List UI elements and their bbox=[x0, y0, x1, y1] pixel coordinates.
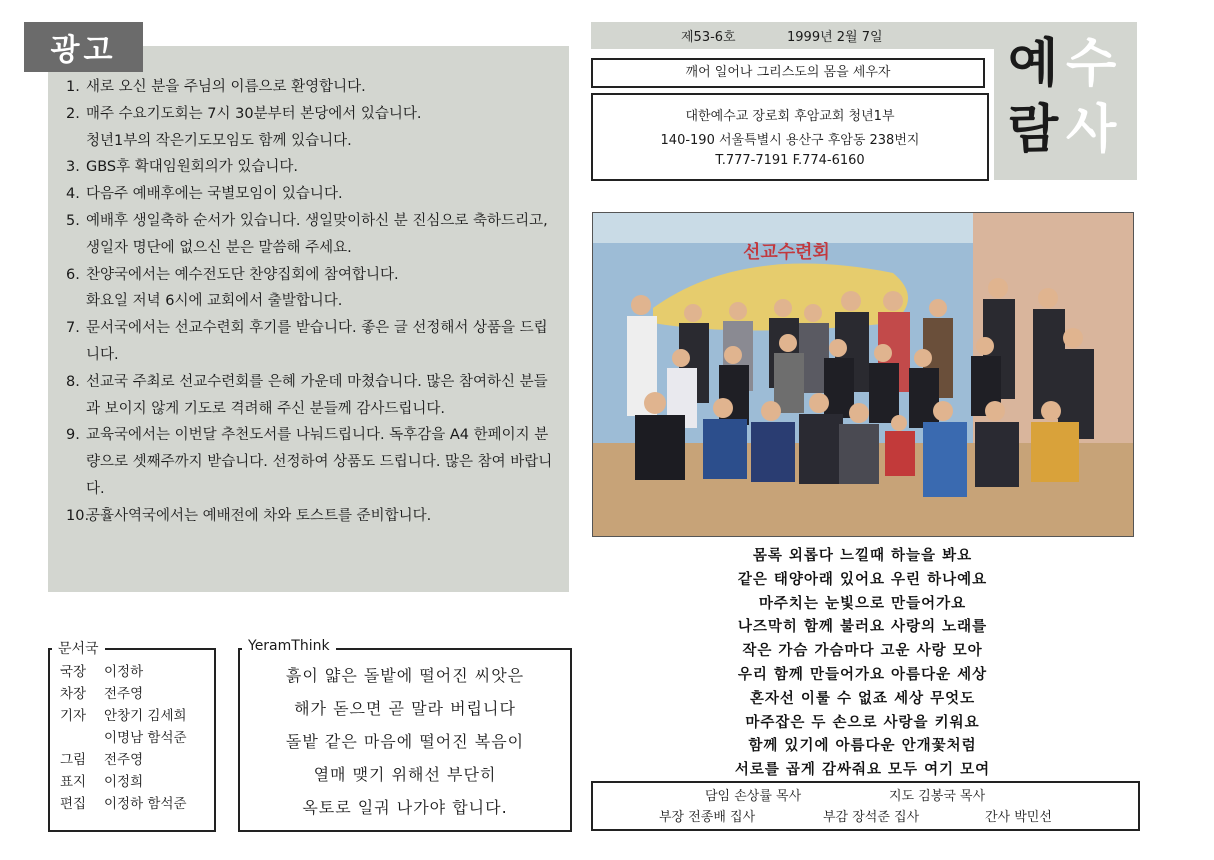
announcement-text: 문서국에서는 선교수련회 후기를 받습니다. 좋은 글 선정해서 상품을 드립니다. bbox=[86, 320, 548, 363]
yeramthink-line: 돌밭 같은 마음에 떨어진 복음이 bbox=[285, 732, 525, 751]
church-info-box bbox=[591, 93, 989, 181]
staff-role: 편집 bbox=[60, 796, 87, 812]
announcement-item bbox=[66, 154, 556, 181]
announcement-text: 예배후 생일축하 순서가 있습니다. 생일맞이하신 분 진심으로 축하드리고, 생일자 명단에 없으신 분은 말씀해 주세요. bbox=[86, 212, 548, 256]
staff-row bbox=[60, 660, 143, 680]
announcement-text: 교육국에서는 이번달 추천도서를 나눠드립니다. 독후감을 A4 한페이지 분량으로 셋째주까지 받습니다. 선정하여 상품도 드립니다. 많은 참여 바랍니다. bbox=[86, 427, 553, 497]
issue-date: 1999년 2월 7일 bbox=[787, 30, 883, 45]
staff-row bbox=[60, 704, 187, 724]
announcement-number: 8. bbox=[66, 373, 80, 390]
announcement-item bbox=[66, 315, 556, 369]
poem-line: 나즈막히 함께 불러요 사랑의 노래를 bbox=[737, 619, 988, 636]
staff-names: 이정희 bbox=[104, 774, 144, 790]
secretary: 간사 박민선 bbox=[985, 810, 1052, 825]
group-photo-illustration bbox=[593, 213, 1133, 536]
announcement-text: 매주 수요기도회는 7시 30분부터 본당에서 있습니다. bbox=[86, 105, 422, 122]
announcement-item bbox=[66, 101, 556, 155]
poem-line: 작은 가슴 가슴마다 고운 사랑 모아 bbox=[742, 643, 983, 660]
staff-names: 안창기 김세희 bbox=[104, 708, 187, 724]
poem bbox=[600, 545, 1125, 783]
announcement-text: 선교국 주최로 선교수련회를 은혜 가운데 마쳤습니다. 많은 참여하신 분들과 보이지 않게 기도로 격려해 주신 분들께 감사드립니다. bbox=[86, 373, 548, 417]
announcement-text: GBS후 확대임원회의가 있습니다. bbox=[86, 159, 299, 176]
poem-line: 마주잡은 두 손으로 사랑을 키워요 bbox=[745, 714, 980, 731]
announcement-number: 7. bbox=[66, 320, 80, 337]
announcement-text: 다음주 예배후에는 국별모임이 있습니다. bbox=[86, 186, 343, 203]
announcement-list bbox=[66, 74, 556, 530]
announcement-subtext: 화요일 저녁 6시에 교회에서 출발합니다. bbox=[86, 293, 343, 310]
staff-row bbox=[60, 726, 187, 746]
announcement-number: 4. bbox=[66, 186, 80, 203]
church-phone: T.777-7191 F.774-6160 bbox=[715, 153, 865, 168]
yeramthink-line: 열매 맺기 위해선 부단히 bbox=[313, 765, 497, 784]
announcement-text: 공휼사역국에서는 예배전에 차와 토스트를 준비합니다. bbox=[86, 507, 432, 524]
staff-role: 국장 bbox=[60, 664, 87, 680]
announcement-item bbox=[66, 208, 556, 262]
staff-names: 이정하 함석준 bbox=[104, 796, 187, 812]
advising-pastor: 지도 김봉국 목사 bbox=[889, 789, 986, 804]
announcement-subtext: 청년1부의 작은기도모임도 함께 있습니다. bbox=[86, 132, 352, 149]
group-photo bbox=[592, 212, 1134, 537]
poem-line: 같은 태양아래 있어요 우린 하나예요 bbox=[737, 571, 988, 588]
staff-names: 전주영 bbox=[104, 686, 144, 702]
announcement-text: 찬양국에서는 예수전도단 찬양집회에 참여합니다. bbox=[86, 266, 399, 283]
poem-line: 우리 함께 만들어가요 아름다운 세상 bbox=[737, 666, 988, 683]
masthead-char: 예 bbox=[1008, 34, 1059, 94]
announcement-number: 10. bbox=[66, 507, 90, 524]
svg-text:선교수련회: 선교수련회 bbox=[743, 242, 830, 263]
poem-line: 서로를 곱게 감싸줘요 모두 여기 모여 bbox=[734, 762, 991, 779]
announcement-number: 5. bbox=[66, 212, 80, 229]
announcement-number: 2. bbox=[66, 105, 80, 122]
announcement-item bbox=[66, 503, 556, 530]
announcement-item bbox=[66, 181, 556, 208]
announcement-item bbox=[66, 369, 556, 423]
leaders-box bbox=[591, 781, 1140, 831]
announcement-number: 3. bbox=[66, 159, 80, 176]
masthead-char: 사 bbox=[1066, 100, 1117, 160]
issue-number: 제53-6호 bbox=[681, 30, 736, 45]
announcement-item bbox=[66, 422, 556, 502]
announcement-text: 새로 오신 분을 주님의 이름으로 환영합니다. bbox=[86, 79, 366, 95]
senior-pastor: 담임 손상률 목사 bbox=[705, 789, 802, 804]
motto-box: 깨어 일어나 그리스도의 몸을 세우자 bbox=[591, 58, 985, 88]
staff-row bbox=[60, 682, 143, 702]
yeramthink-title: YeramThink bbox=[242, 638, 336, 654]
masthead-char: 람 bbox=[1008, 100, 1059, 160]
church-name: 대한예수교 장로회 후암교회 청년1부 bbox=[685, 109, 895, 124]
yeramthink-line: 옥토로 일궈 나가야 합니다. bbox=[302, 798, 508, 817]
announcement-number: 9. bbox=[66, 427, 80, 444]
church-address: 140-190 서울특별시 용산구 후암동 238번지 bbox=[660, 133, 920, 148]
ad-badge: 광고 bbox=[24, 22, 143, 72]
poem-line: 혼자선 이룰 수 없죠 세상 무엇도 bbox=[749, 690, 976, 707]
vice-head: 부감 장석준 집사 bbox=[823, 810, 920, 825]
staff-box-title: 문서국 bbox=[52, 638, 105, 658]
staff-names: 이명남 함석준 bbox=[104, 730, 187, 746]
staff-row bbox=[60, 770, 143, 790]
department-head: 부장 전종배 집사 bbox=[659, 810, 756, 825]
poem-line: 마주치는 눈빛으로 만들어가요 bbox=[758, 595, 967, 612]
staff-role: 기자 bbox=[60, 708, 87, 724]
masthead bbox=[994, 22, 1137, 180]
staff-names: 이정하 bbox=[104, 664, 144, 680]
issue-bar bbox=[591, 22, 996, 49]
staff-role: 그림 bbox=[60, 752, 87, 768]
staff-role: 표지 bbox=[60, 774, 87, 790]
staff-names: 전주영 bbox=[104, 752, 144, 768]
poem-line: 함께 있기에 아름다운 안개꽃처럼 bbox=[748, 738, 977, 755]
poem-line: 몸록 외롭다 느낄때 하늘을 봐요 bbox=[752, 548, 973, 564]
yeramthink-line: 해가 돋으면 곧 말라 버립니다 bbox=[294, 699, 516, 718]
announcement-item bbox=[66, 74, 556, 101]
yeramthink-line: 흙이 얇은 돌밭에 떨어진 씨앗은 bbox=[285, 666, 525, 685]
announcement-item bbox=[66, 262, 556, 316]
announcement-number: 1. bbox=[66, 79, 80, 95]
staff-row bbox=[60, 748, 143, 768]
announcement-number: 6. bbox=[66, 266, 80, 283]
masthead-char: 수 bbox=[1066, 34, 1117, 94]
staff-row bbox=[60, 792, 187, 812]
staff-role: 차장 bbox=[60, 686, 87, 702]
